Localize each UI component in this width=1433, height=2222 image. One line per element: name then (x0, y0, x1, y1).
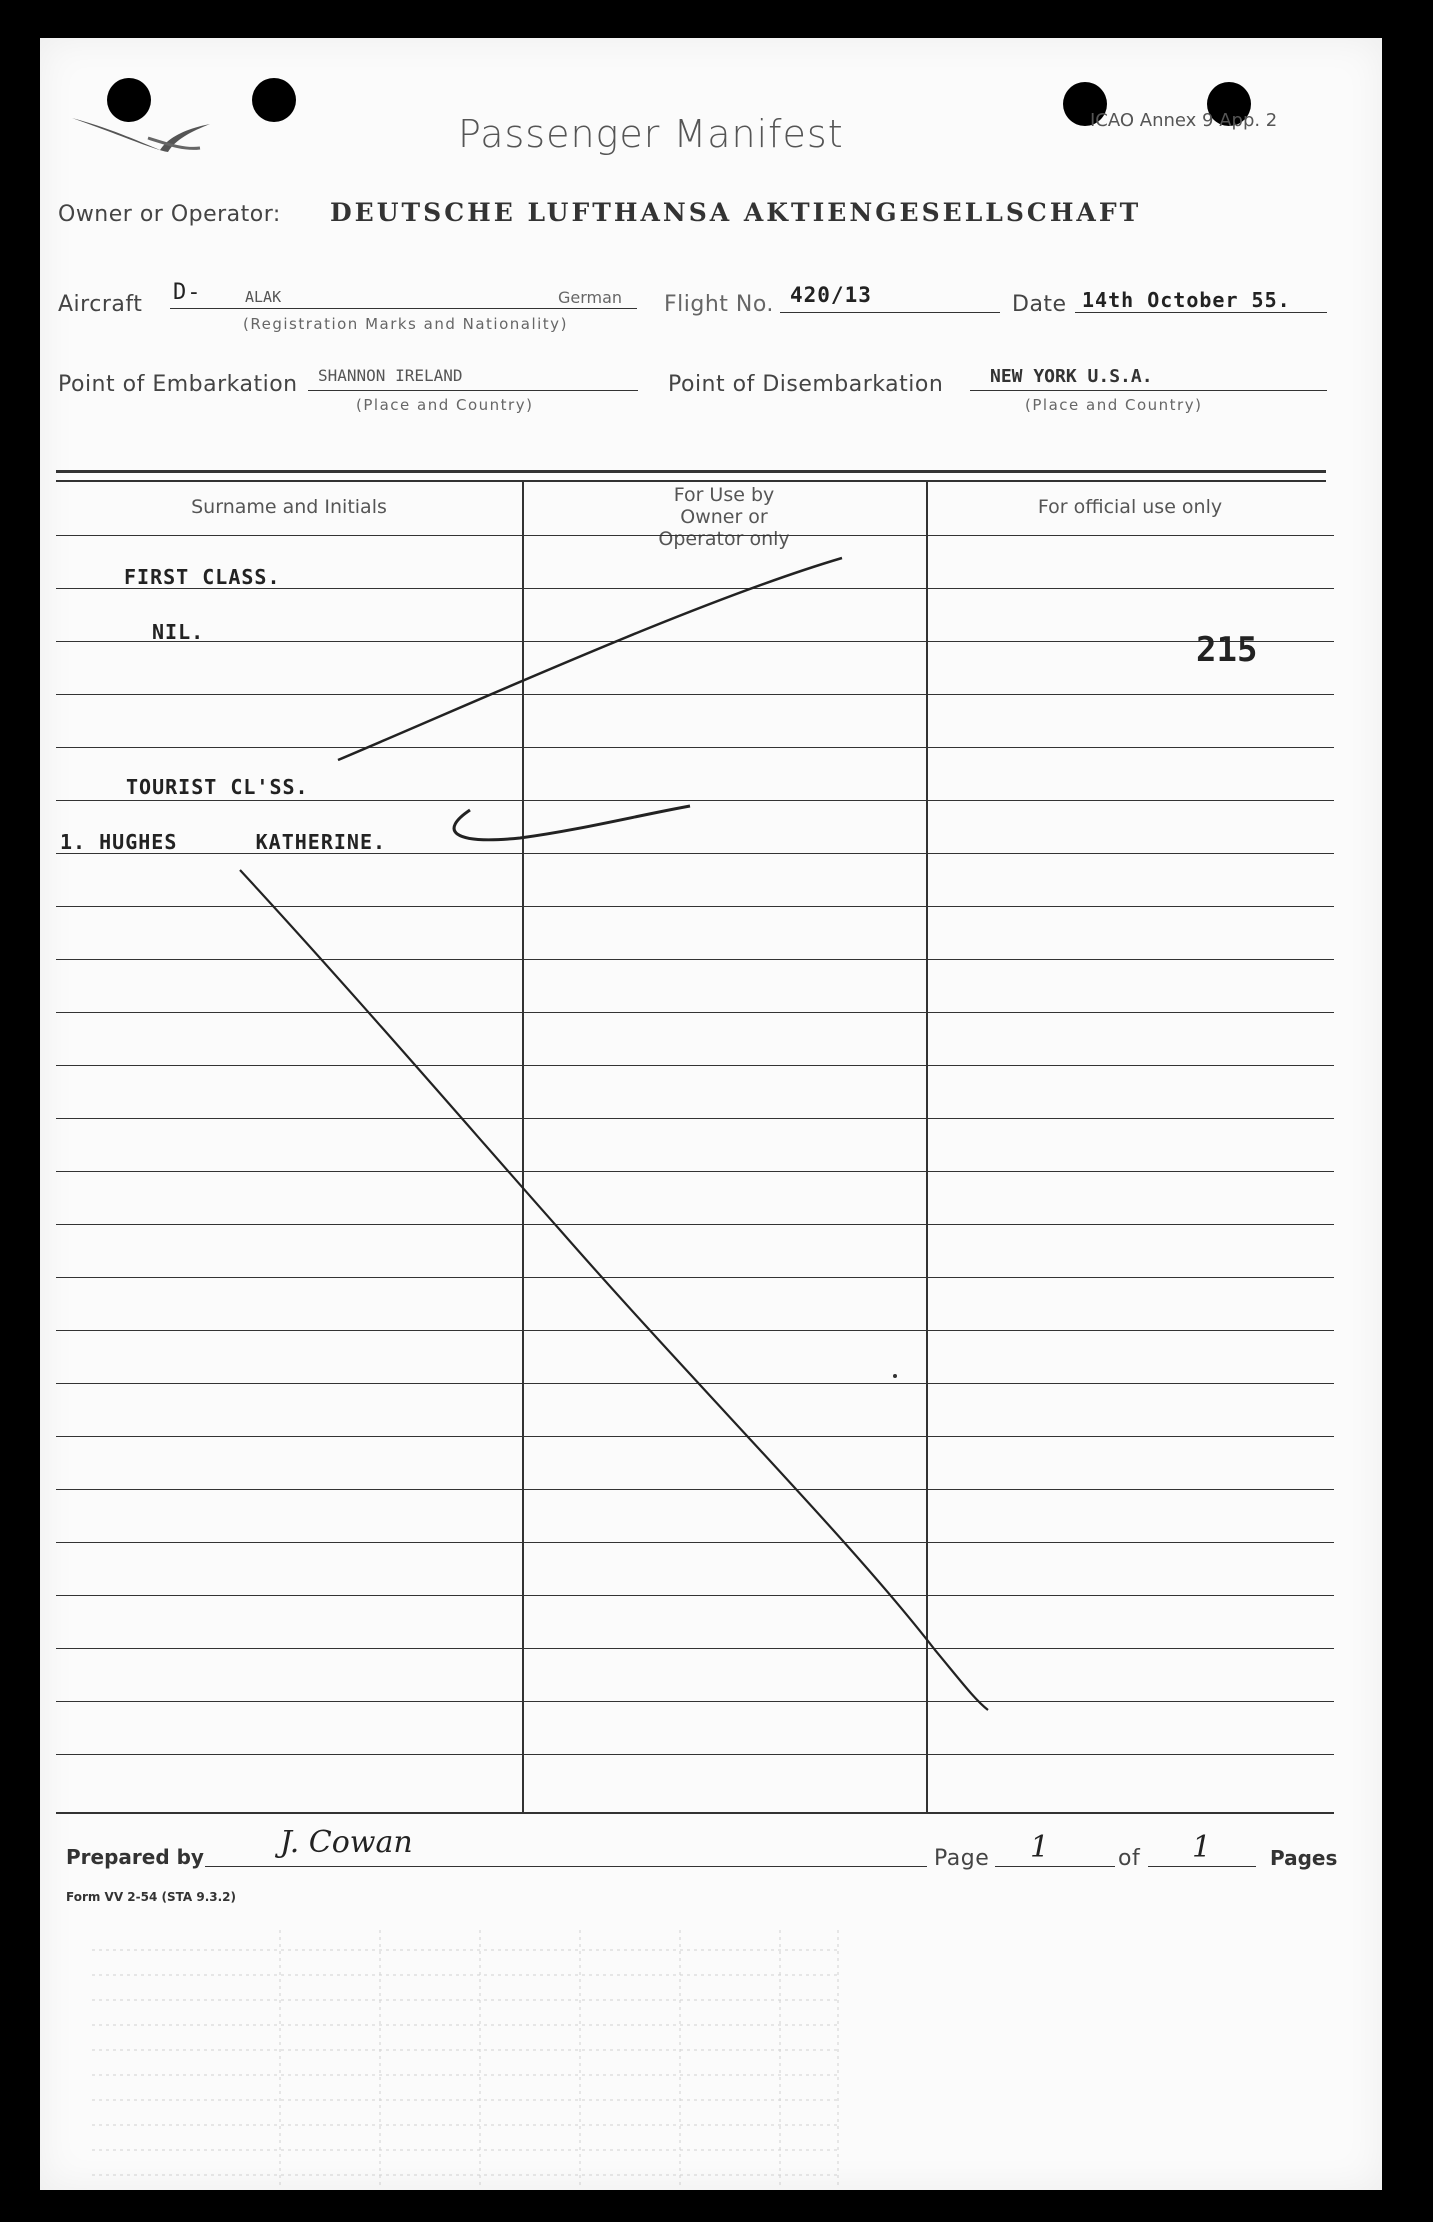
aircraft-sublabel: (Registration Marks and Nationality) (243, 315, 568, 333)
column-divider (522, 482, 524, 1812)
date-label: Date (1012, 292, 1067, 317)
icao-reference: ICAO Annex 9 App. 2 (1090, 110, 1278, 131)
prepared-by-label: Prepared by (66, 1845, 204, 1869)
pages-label: Pages (1270, 1846, 1338, 1870)
table-top-rule (56, 470, 1326, 473)
embarkation-label: Point of Embarkation (58, 372, 298, 397)
date-value: 14th October 55. (1082, 288, 1291, 312)
column-divider (926, 482, 928, 1812)
flight-value: 420/13 (790, 283, 872, 307)
aircraft-registration: ALAK (245, 288, 282, 306)
manifest-entry-first-class: FIRST CLASS. (124, 565, 281, 589)
embarkation-value: SHANNON IRELAND (318, 366, 463, 385)
column-header-surname: Surname and Initials (191, 496, 387, 518)
preparer-signature: J. Cowan (280, 1825, 413, 1860)
table-bottom-rule (56, 1812, 1334, 1814)
embarkation-sublabel: (Place and Country) (356, 396, 534, 414)
disembarkation-sublabel: (Place and Country) (1025, 396, 1203, 414)
of-label: of (1118, 1846, 1141, 1871)
manifest-entry-nil: NIL. (152, 620, 205, 644)
disembarkation-label: Point of Disembarkation (668, 372, 944, 397)
total-pages: 1 (1192, 1830, 1212, 1865)
official-use-number: 215 (1196, 630, 1258, 670)
punch-hole (107, 78, 151, 122)
manifest-entry-passenger: 1. HUGHES KATHERINE. (60, 830, 387, 854)
punch-hole (252, 78, 296, 122)
column-header-owner-use: For Use by Owner or Operator only (658, 484, 790, 550)
page-number: 1 (1030, 1830, 1050, 1865)
owner-label: Owner or Operator: (58, 202, 281, 227)
disembarkation-value: NEW YORK U.S.A. (990, 366, 1153, 387)
manifest-entry-tourist-class: TOURIST CL'SS. (126, 775, 309, 799)
aircraft-label: Aircraft (58, 292, 143, 317)
page-label: Page (934, 1846, 990, 1871)
page-title: Passenger Manifest (458, 112, 844, 156)
flight-label: Flight No. (664, 292, 774, 317)
aircraft-nationality: German (558, 288, 623, 307)
aircraft-prefix: D- (173, 280, 202, 305)
owner-value: DEUTSCHE LUFTHANSA AKTIENGESELLSCHAFT (330, 198, 1142, 227)
manifest-paper (40, 38, 1382, 2190)
form-code: Form VV 2-54 (STA 9.3.2) (66, 1890, 237, 1904)
column-header-official-use: For official use only (1037, 496, 1223, 518)
